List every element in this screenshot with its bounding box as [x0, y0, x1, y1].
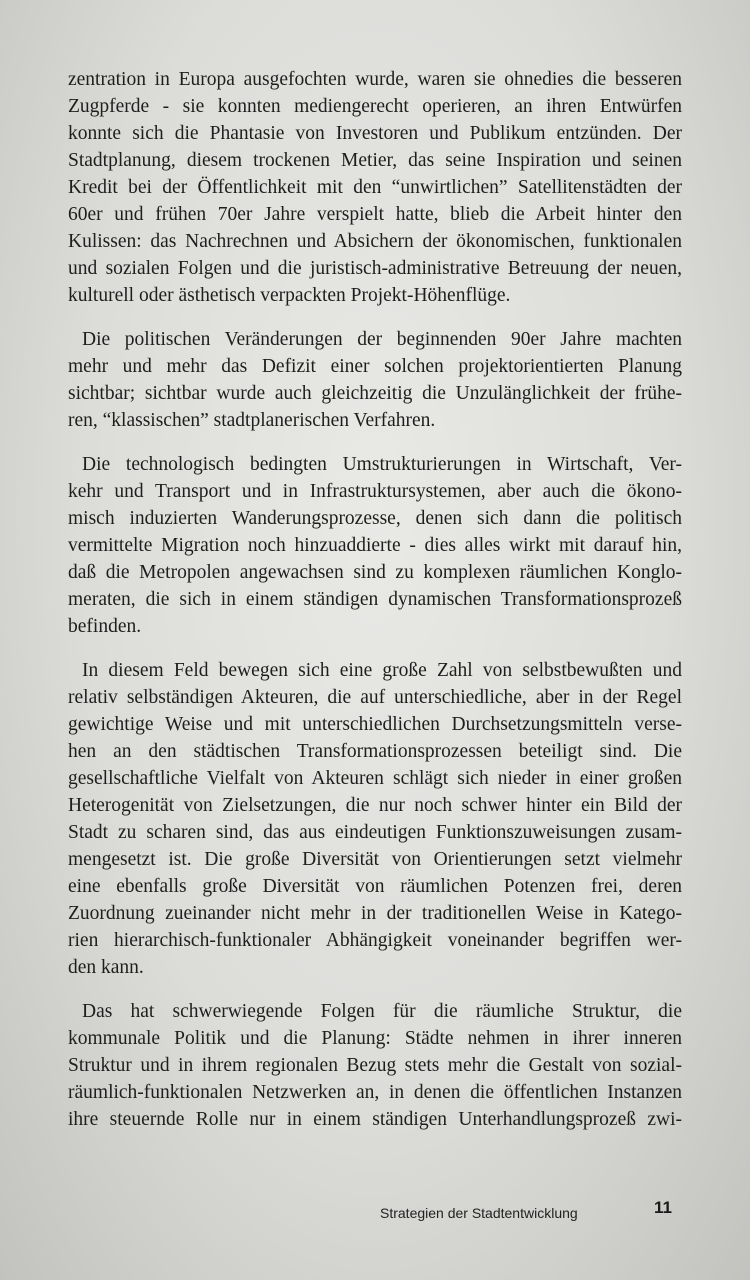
page-number: 11 [654, 1198, 672, 1217]
paragraph-1 [68, 66, 682, 309]
text-line: In diesem Feld bewegen sich eine große Zahl von selbstbewußten und [82, 660, 682, 681]
text-line: gesellschaftliche Vielfalt von Akteuren schlägt sich nieder in einer großen [68, 768, 682, 789]
text-line: eine ebenfalls große Diversität von räumlichen Potenzen frei, deren [68, 876, 682, 897]
text-line: Kredit bei der Öffentlichkeit mit den “unwirtlichen” Satellitenstädten der [68, 177, 682, 198]
text-line: vermittelte Migration noch hinzuaddierte - dies alles wirkt mit darauf hin, [68, 535, 682, 556]
text-line: Das hat schwerwiegende Folgen für die räumliche Struktur, die [82, 1001, 682, 1022]
text-line: sichtbar; sichtbar wurde auch gleichzeitig die Unzulänglichkeit der frühe- [68, 383, 682, 404]
text-line: Heterogenität von Zielsetzungen, die nur noch schwer hinter ein Bild der [68, 795, 682, 816]
text-line: konnte sich die Phantasie von Investoren und Publikum entzünden. Der [68, 123, 682, 144]
text-line: und sozialen Folgen und die juristisch-administrative Betreuung der neuen, [68, 258, 682, 279]
text-line: 60er und frühen 70er Jahre verspielt hatte, blieb die Arbeit hinter den [68, 204, 682, 225]
text-line: hen an den städtischen Transformationsprozessen beteiligt sind. Die [68, 741, 682, 762]
text-line: ren, “klassischen” stadtplanerischen Verfahren. [68, 410, 436, 431]
text-line: misch induzierten Wanderungsprozesse, denen sich dann die politisch [68, 508, 682, 529]
text-line: Stadtplanung, diesem trockenen Metier, das seine Inspiration und seinen [68, 150, 682, 171]
text-line: daß die Metropolen angewachsen sind zu komplexen räumlichen Konglo- [68, 562, 682, 583]
text-line: kulturell oder ästhetisch verpackten Projekt-Höhenflüge. [68, 285, 511, 306]
text-line: meraten, die sich in einem ständigen dynamischen Transformationsprozeß [68, 589, 682, 610]
text-line: gewichtige Weise und mit unterschiedlichen Durchsetzungsmitteln verse- [68, 714, 682, 735]
body-text [68, 66, 682, 1150]
text-line: räumlich-funktionalen Netzwerken an, in denen die öffentlichen Instanzen [68, 1082, 682, 1103]
text-line: Stadt zu scharen sind, das aus eindeutigen Funktionszuweisungen zusam- [68, 822, 682, 843]
text-line: Zugpferde - sie konnten mediengerecht operieren, an ihren Entwürfen [68, 96, 682, 117]
text-line: Zuordnung zueinander nicht mehr in der traditionellen Weise in Katego- [68, 903, 682, 924]
text-line: den kann. [68, 957, 144, 978]
text-line: Kulissen: das Nachrechnen und Absichern der ökonomischen, funktionalen [68, 231, 682, 252]
text-line: Struktur und in ihrem regionalen Bezug stets mehr die Gestalt von sozial- [68, 1055, 682, 1076]
paragraph-3 [68, 451, 682, 640]
text-line: rien hierarchisch-funktionaler Abhängigkeit voneinander begriffen wer- [68, 930, 682, 951]
text-line: mengesetzt ist. Die große Diversität von Orientierungen setzt vielmehr [68, 849, 682, 870]
text-line: mehr und mehr das Defizit einer solchen projektorientierten Planung [68, 356, 682, 377]
text-line: kommunale Politik und die Planung: Städte nehmen in ihrer inneren [68, 1028, 682, 1049]
text-line: zentration in Europa ausgefochten wurde, waren sie ohnedies die besseren [68, 69, 682, 90]
paragraph-4 [68, 657, 682, 981]
text-line: befinden. [68, 616, 142, 637]
running-footer-title: Strategien der Stadtentwicklung [380, 1205, 578, 1221]
paragraph-5 [68, 998, 682, 1133]
paragraph-2 [68, 326, 682, 434]
text-line: relativ selbständigen Akteuren, die auf unterschiedliche, aber in der Regel [68, 687, 682, 708]
text-line: ihre steuernde Rolle nur in einem ständigen Unterhandlungsprozeß zwi- [68, 1109, 682, 1130]
text-line: kehr und Transport und in Infrastruktursystemen, aber auch die ökono- [68, 481, 682, 502]
text-line: Die politischen Veränderungen der beginnenden 90er Jahre machten [82, 329, 682, 350]
text-line: Die technologisch bedingten Umstrukturierungen in Wirtschaft, Ver- [82, 454, 682, 475]
